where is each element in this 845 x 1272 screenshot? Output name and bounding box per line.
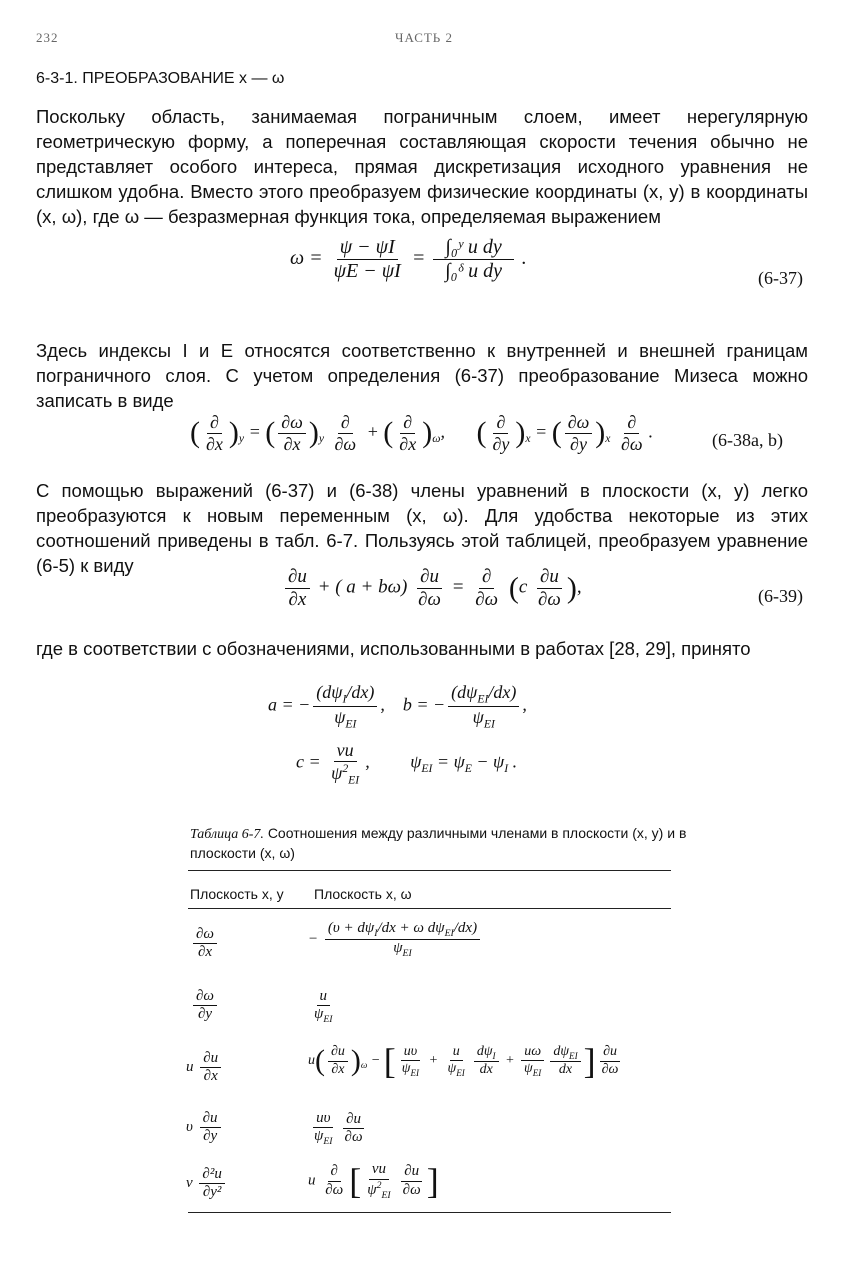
equation-number-6-38: (6-38a, b) <box>712 430 783 450</box>
definitions-c-psi: c = $\frac{\nu u}{\psi^2_{EI}}$ , $\psi_{EI} = \psi_E - \psi_I$ . <box>296 740 518 787</box>
equation-6-37: ω = $\frac{\psi - \psi I}{\psi E - \psi I}$ = $\frac{\text{∫₀ʸ u dy}}{\text{∫₀ᵟ u dy}}$ . <box>290 236 527 282</box>
eq-lhs: ω = <box>290 247 323 270</box>
table-caption-label: Таблица 6-7. <box>190 827 264 842</box>
table-row-1-left: $\frac{\partial\omega}{\partial x}$ <box>190 926 220 962</box>
table-header-xy: Плоскость x, y <box>190 886 284 902</box>
table-row-5-left: ν $\frac{\text{∂²u}}{\text{∂y²}}$ <box>186 1166 228 1202</box>
table-caption <box>190 824 720 863</box>
equation-number-6-37: (6-37) <box>758 268 803 288</box>
table-row-2-right: $\frac{u}{\psi_{EI}}$ <box>314 988 333 1026</box>
table-row-5-right: u $\frac{\partial}{\partial\omega}$ [ $\frac{\nu u}{\psi^2_{EI}}$ $\frac{\partial u}{\partial\omega}$ ] <box>308 1161 439 1201</box>
table-row-3-left: u $\frac{\partial u}{\partial x}$ <box>186 1050 224 1086</box>
equation-number-6-39: (6-39) <box>758 586 803 606</box>
table-header-rule <box>188 908 671 909</box>
running-title: ЧАСТЬ 2 <box>395 30 454 45</box>
table-top-rule <box>188 870 671 871</box>
equation-6-38: ( $\frac{\partial}{\partial x}$ )$_y$ = ( $\frac{\partial\omega}{\partial x}$ )$_y$ $\frac{\partial}{\partial\omega}$ + ( $\frac{\partial}{\partial x}$ )$_\omega$, ( $\frac{\partial}{\partial y}$ )$_x$ = ( $\frac{\partial\omega}{\partial y}$ )$_x$ $\frac{\partial}{\partial\omega}$ . <box>190 412 654 454</box>
eq-fraction-integral: $\frac{\text{∫₀ʸ u dy}}{\text{∫₀ᵟ u dy}}$ <box>433 236 513 283</box>
table-header-xw: Плоскость x, ω <box>314 886 412 902</box>
paragraph-4: где в соответствии с обозначениями, использованными в работах [28, 29], принято <box>36 638 751 659</box>
table-bottom-rule <box>188 1212 671 1213</box>
table-row-4-left: υ $\frac{\partial u}{\partial y}$ <box>186 1110 224 1146</box>
paragraph-1: Поскольку область, занимаемая пограничным слоем, имеет нерегулярную геометрическую форму, а поперечная составляющая скорости течения обычно не представляет особого интереса, прямая дискретизация исходного уравнения не слишком удобна. Вместо этого преобразуем физические координаты (x, y) в координаты (x, ω), где ω — безразмерная функция тока, определяемая выражением <box>36 106 808 227</box>
table-row-4-right: $\frac{u\upsilon}{\psi_{EI}}$ $\frac{\partial u}{\partial\omega}$ <box>314 1110 363 1148</box>
paragraph-3: С помощью выражений (6-37) и (6-38) члены уравнений в плоскости (x, y) легко преобразуются к новым переменным (x, ω). Для удобства некоторые из этих соотношений приведены в табл. 6-7. Пользуясь этой таблицей, преобразуем уравнение (6-5) к виду <box>36 480 808 576</box>
table-row-2-left: $\frac{\partial\omega}{\partial y}$ <box>190 988 220 1024</box>
table-row-3-right: u( $\frac{\partial u}{\partial x}$ )$_\omega$ − [ $\frac{u\upsilon}{\psi_{EI}}$ + $\frac{u}{\psi_{EI}}$ $\frac{d\psi_I}{dx}$ + $\frac{u\omega}{\psi_{EI}}$ $\frac{d\psi_{EI}}{dx}$ ] $\frac{\partial u}{\partial\omega}$ <box>308 1041 619 1081</box>
paragraph-2: Здесь индексы I и E относятся соответственно к внутренней и внешней границам пограничного слоя. С учетом определения (6-37) преобразование Мизеса можно записать в виде <box>36 340 808 411</box>
table-caption-text: Соотношения между различными членами в плоскости (x, y) и в плоскости (x, ω) <box>190 825 687 861</box>
page-number: 232 <box>36 30 59 45</box>
definitions-a-b: a = − $\frac{(d\psi_I/dx)}{\psi_{EI}}$ , b = − $\frac{(d\psi_{EI}/dx)}{\psi_{EI}}$ , <box>268 682 527 731</box>
section-title: 6-3-1. ПРЕОБРАЗОВАНИЕ x — ω <box>36 70 285 87</box>
table-row-1-right: − $\frac{(\upsilon + d\psi_I/dx + \omega d\psi_{EI}/dx)}{\psi_{EI}}$ <box>308 920 483 959</box>
eq-fraction-psi: $\frac{\psi - \psi I}{\psi E - \psi I}$ <box>333 236 401 282</box>
equation-6-39: $\frac{\partial u}{\partial x}$ + ( a + bω) $\frac{\partial u}{\partial\omega}$ = $\frac{\partial}{\partial\omega}$ (c $\frac{\partial u}{\partial\omega}$ ), <box>282 566 582 611</box>
